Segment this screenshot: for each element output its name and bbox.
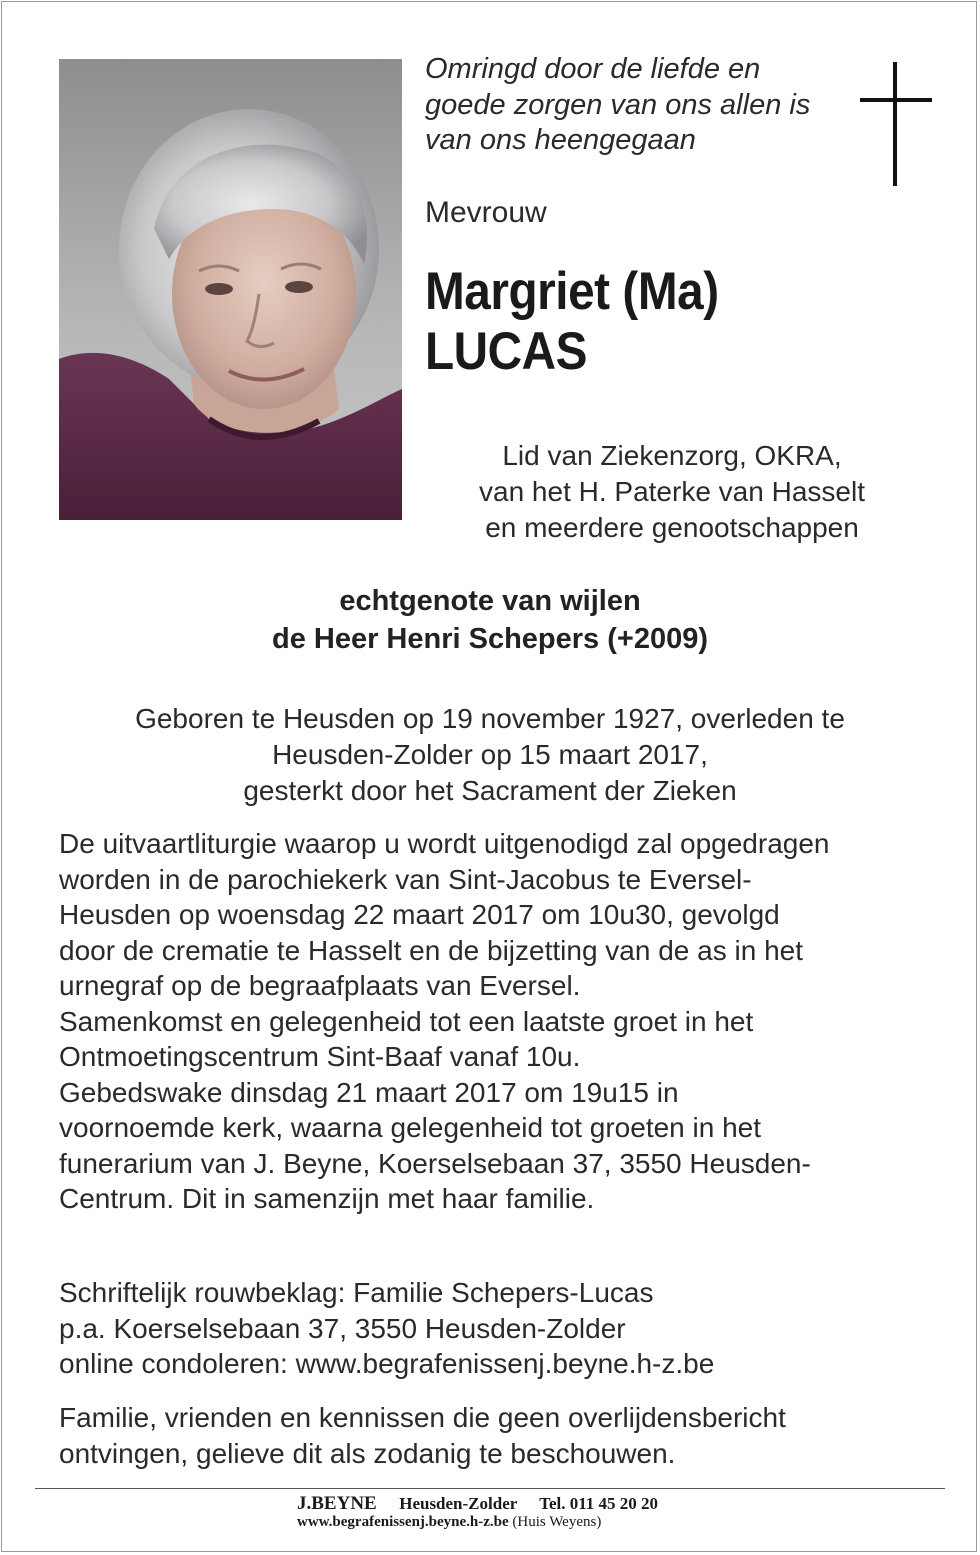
condolences-line: Schriftelijk rouwbeklag: Familie Schepers-Lucas xyxy=(59,1277,654,1308)
intro-line: goede zorgen van ons allen is xyxy=(425,88,811,121)
funeral-line: funerarium van J. Beyne, Koerselsebaan 37, 3550 Heusden- xyxy=(59,1147,811,1179)
funeral-line: De uitvaartliturgie waarop u wordt uitgenodigd zal opgedragen xyxy=(59,828,830,859)
notice-line: ontvingen, gelieve dit als zodanig te beschouwen. xyxy=(59,1437,676,1469)
funeral-line: Gebedswake dinsdag 21 maart 2017 om 19u15 in xyxy=(59,1076,679,1108)
intro-text xyxy=(425,52,845,159)
notice-line: Familie, vrienden en kennissen die geen overlijdensbericht xyxy=(59,1402,786,1433)
intro-line: Omringd door de liefde en xyxy=(425,53,761,85)
condolences-website[interactable]: online condoleren: www.begrafenissenj.beyne.h-z.be xyxy=(59,1348,715,1379)
membership-line: en meerdere genootschappen xyxy=(485,512,859,543)
first-name: Margriet (Ma) xyxy=(425,262,719,321)
spouse-text xyxy=(40,582,940,658)
funeral-home-brand: J.BEYNE xyxy=(297,1493,377,1514)
funeral-line: urnegraf op de begraafplaats van Eversel. xyxy=(59,970,581,1001)
funeral-home-website[interactable]: www.begrafenissenj.beyne.h-z.be xyxy=(297,1514,509,1530)
portrait-photo xyxy=(59,59,402,520)
funeral-line: Centrum. Dit in samenzijn met haar familie. xyxy=(59,1183,595,1214)
footer xyxy=(297,1494,857,1531)
honorific: Mevrouw xyxy=(425,196,547,229)
funeral-details xyxy=(59,826,939,1217)
footer-divider xyxy=(35,1488,945,1489)
condolences-line: p.a. Koerselsebaan 37, 3550 Heusden-Zolder xyxy=(59,1312,626,1344)
membership-line: Lid van Ziekenzorg, OKRA, xyxy=(502,440,842,471)
funeral-home-house: (Huis Weyens) xyxy=(512,1514,602,1530)
birth-death-text xyxy=(40,701,940,809)
membership-text xyxy=(430,438,914,546)
last-name: LUCAS xyxy=(425,322,588,381)
funeral-line: door de crematie te Hasselt en de bijzetting van de as in het xyxy=(59,934,803,966)
spouse-line: de Heer Henri Schepers (+2009) xyxy=(271,623,709,655)
membership-line: van het H. Paterke van Hasselt xyxy=(479,476,865,507)
funeral-home-phone: Tel. 011 45 20 20 xyxy=(539,1494,659,1513)
funeral-home-location: Heusden-Zolder xyxy=(399,1494,517,1513)
funeral-line: Heusden op woensdag 22 maart 2017 om 10u30, gevolgd xyxy=(59,899,780,930)
funeral-line: voornoemde kerk, waarna gelegenheid tot groeten in het xyxy=(59,1112,762,1143)
born-line: Geboren te Heusden op 19 november 1927, overleden te xyxy=(135,703,845,734)
funeral-line: Ontmoetingscentrum Sint-Baaf vanaf 10u. xyxy=(59,1041,581,1072)
condolences-text xyxy=(59,1275,939,1382)
cross-icon xyxy=(860,62,932,186)
funeral-line: worden in de parochiekerk van Sint-Jacobus te Eversel- xyxy=(59,863,752,895)
intro-line: van ons heengegaan xyxy=(425,124,696,156)
deceased-name xyxy=(425,262,830,382)
funeral-line: Samenkomst en gelegenheid tot een laatste groet in het xyxy=(59,1005,754,1037)
spouse-line: echtgenote van wijlen xyxy=(339,585,641,617)
born-line: gesterkt door het Sacrament der Zieken xyxy=(243,775,737,806)
notice-text xyxy=(59,1400,939,1471)
born-line: Heusden-Zolder op 15 maart 2017, xyxy=(272,739,708,770)
